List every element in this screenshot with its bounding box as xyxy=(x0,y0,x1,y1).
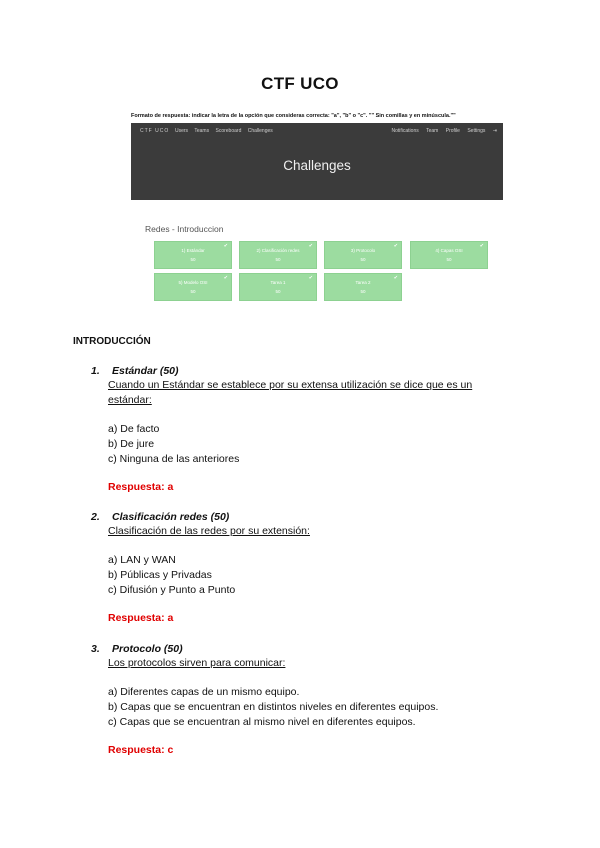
check-icon: ✔ xyxy=(223,275,228,281)
challenge-tile xyxy=(154,273,232,301)
challenge-name: 4) Capas OSI xyxy=(435,248,463,253)
answer-text: Respuesta: a xyxy=(108,481,174,493)
option-b: b) Capas que se encuentran en distintos niveles en diferentes equipos. xyxy=(108,701,439,713)
challenge-tiles xyxy=(154,241,494,303)
question-heading xyxy=(91,643,511,655)
option-c: c) Difusión y Punto a Punto xyxy=(108,584,236,596)
challenge-points: 50 xyxy=(275,289,281,294)
ctf-brand: CTF UCO xyxy=(140,128,170,134)
nav-teams-link: Teams xyxy=(194,128,210,134)
ctf-category-title: Redes - Introduccion xyxy=(145,224,224,234)
challenge-points: 50 xyxy=(275,257,281,262)
answer-text: Respuesta: c xyxy=(108,744,174,756)
option-c: c) Ninguna de las anteriores xyxy=(108,453,240,465)
challenge-name: 3) Protocolo xyxy=(350,248,376,253)
format-note: Formato de respuesta: indicar la letra de la opción que consideras correcta: "a", "b" o "c". "" Sin comillas y en minúscula."" xyxy=(131,113,456,119)
question-number: 3. xyxy=(91,643,100,655)
check-icon: ✔ xyxy=(308,275,313,281)
question-prompt: Cuando un Estándar se establece por su extensa utilización se dice que es un estándar: xyxy=(108,379,473,406)
check-icon: ✔ xyxy=(393,243,398,249)
nav-users-link: Users xyxy=(175,128,189,134)
question-number: 1. xyxy=(91,365,100,377)
challenge-tile xyxy=(324,241,402,269)
check-icon: ✔ xyxy=(393,275,398,281)
check-icon: ✔ xyxy=(479,243,484,249)
challenge-tile xyxy=(239,273,317,301)
challenge-name: 2) Clasificación redes xyxy=(256,248,300,253)
challenge-points: 50 xyxy=(360,257,366,262)
question-2 xyxy=(91,511,511,624)
option-c: c) Capas que se encuentran al mismo nivel en diferentes equipos. xyxy=(108,716,416,728)
section-title: INTRODUCCIÓN xyxy=(73,336,151,347)
option-a: a) De facto xyxy=(108,423,160,435)
option-a: a) LAN y WAN xyxy=(108,554,176,566)
question-1 xyxy=(91,365,511,493)
question-options xyxy=(108,553,528,598)
question-prompt: Los protocolos sirven para comunicar: xyxy=(108,657,286,669)
nav-notifications-link: Notifications xyxy=(391,128,419,134)
logout-icon: ⇥ xyxy=(492,128,497,134)
nav-scoreboard-link: Scoreboard xyxy=(215,128,242,134)
nav-team-link: Team xyxy=(426,128,439,134)
challenge-points: 50 xyxy=(190,289,196,294)
answer-text: Respuesta: a xyxy=(108,612,174,624)
challenge-points: 50 xyxy=(190,257,196,262)
question-options xyxy=(108,685,528,730)
check-icon: ✔ xyxy=(223,243,228,249)
question-3 xyxy=(91,643,511,756)
challenge-tile xyxy=(239,241,317,269)
question-title: Estándar (50) xyxy=(112,365,179,377)
question-prompt: Clasificación de las redes por su extensión: xyxy=(108,525,310,537)
check-icon: ✔ xyxy=(308,243,313,249)
question-number: 2. xyxy=(91,511,100,523)
nav-profile-link: Profile xyxy=(445,128,460,134)
question-heading xyxy=(91,365,511,377)
question-heading xyxy=(91,511,511,523)
challenge-tile xyxy=(410,241,488,269)
nav-settings-link: Settings xyxy=(467,128,486,134)
ctf-navbar xyxy=(131,126,503,136)
ctf-heading: Challenges xyxy=(283,158,351,173)
challenge-name: Tarea 1 xyxy=(270,280,286,285)
page-title: CTF UCO xyxy=(261,74,339,93)
challenge-name: 1) Estándar xyxy=(181,248,205,253)
challenge-points: 50 xyxy=(446,257,452,262)
ctf-screenshot-banner xyxy=(131,123,503,200)
question-title: Protocolo (50) xyxy=(112,643,183,655)
option-b: b) De jure xyxy=(108,438,155,450)
nav-challenges-link: Challenges xyxy=(247,128,273,134)
challenge-points: 50 xyxy=(360,289,366,294)
option-a: a) Diferentes capas de un mismo equipo. xyxy=(108,686,300,698)
option-b: b) Públicas y Privadas xyxy=(108,569,212,581)
challenge-name: Tarea 2 xyxy=(355,280,371,285)
challenge-name: 5) Modelo OSI xyxy=(178,280,208,285)
challenge-tile xyxy=(154,241,232,269)
question-options xyxy=(108,422,528,467)
challenge-tile xyxy=(324,273,402,301)
ctf-nav-left xyxy=(175,128,278,134)
ctf-nav-right xyxy=(386,128,498,134)
question-title: Clasificación redes (50) xyxy=(112,511,230,523)
